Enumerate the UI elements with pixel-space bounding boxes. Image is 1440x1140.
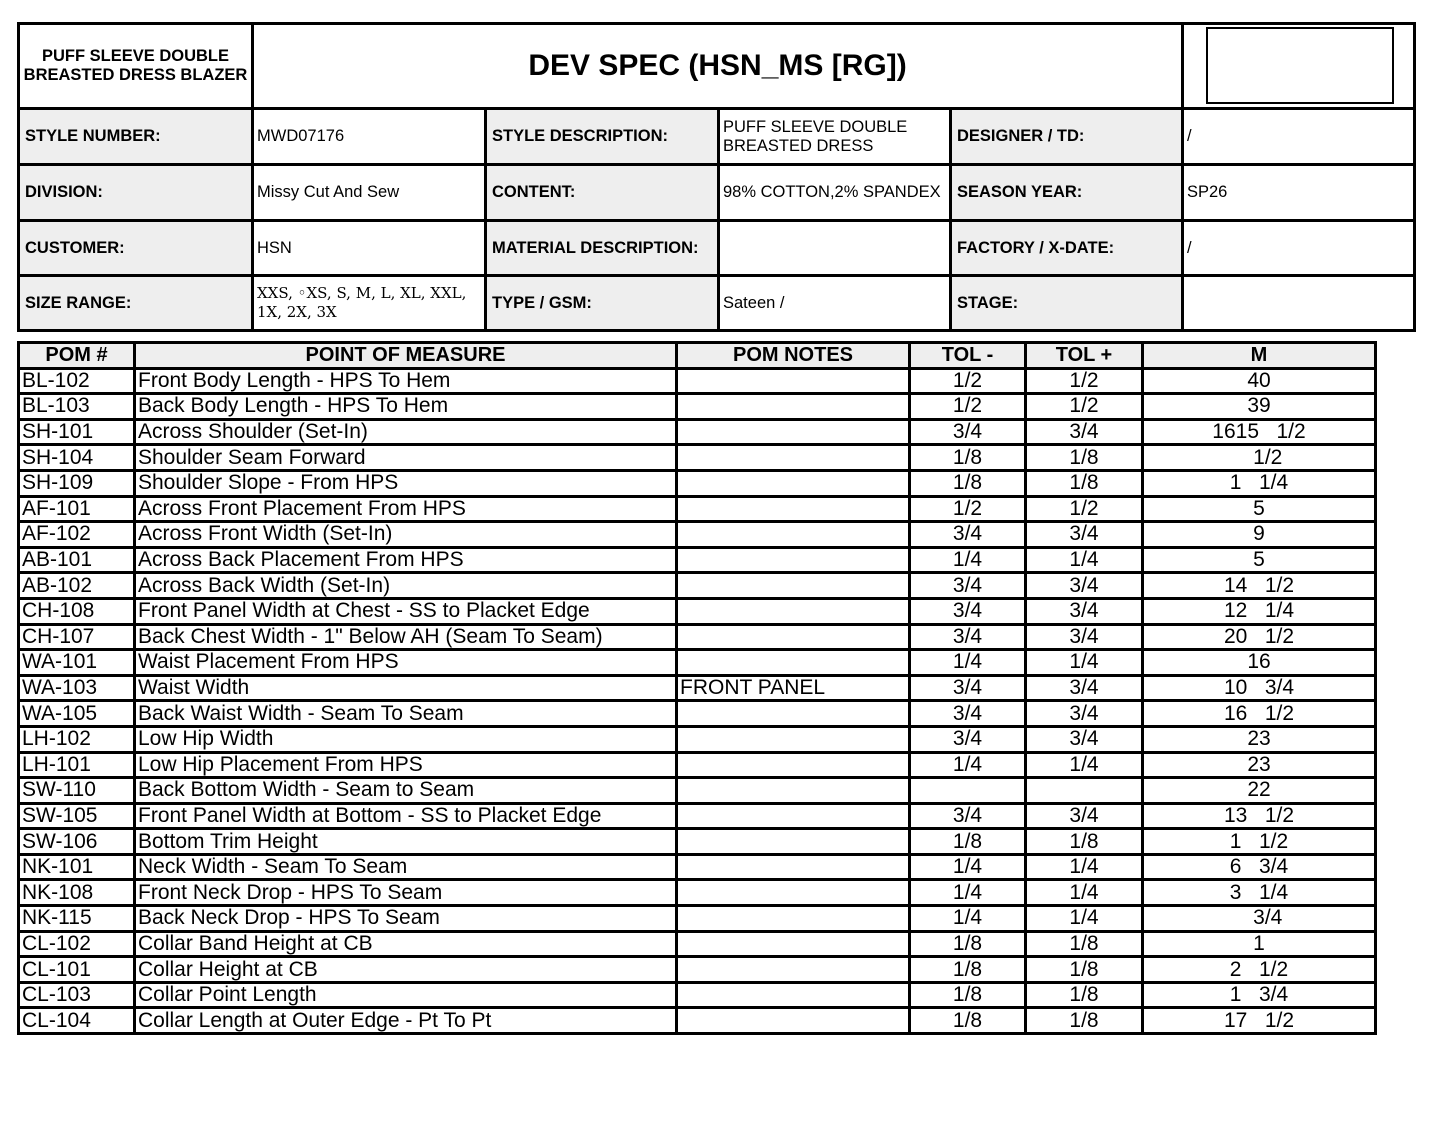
tol-plus: 3/4 (1026, 522, 1143, 548)
tol-plus: 1/4 (1026, 880, 1143, 906)
measurement-m: 9 (1143, 522, 1376, 548)
stage-value (1184, 277, 1413, 329)
pom-table (17, 341, 1377, 1035)
tol-minus: 1/4 (910, 752, 1026, 778)
measurement-m: 40 (1143, 368, 1376, 394)
table-row (19, 624, 1376, 650)
col-header-pom-number: POM # (19, 343, 135, 369)
pom-notes (677, 419, 910, 445)
table-row (19, 394, 1376, 420)
measurement-m: 6 3/4 (1143, 854, 1376, 880)
pom-description: Low Hip Width (135, 726, 677, 752)
pom-code: CL-103 (19, 982, 135, 1008)
garment-name: PUFF SLEEVE DOUBLE BREASTED DRESS BLAZER (20, 25, 254, 110)
style-description-value: PUFF SLEEVE DOUBLE BREASTED DRESS (720, 110, 952, 166)
tol-plus: 1/4 (1026, 650, 1143, 676)
tol-plus: 1/2 (1026, 368, 1143, 394)
pom-notes (677, 778, 910, 804)
col-header-tol-minus: TOL - (910, 343, 1026, 369)
measurement-m: 12 1/4 (1143, 598, 1376, 624)
table-row (19, 906, 1376, 932)
measurement-m: 16 (1143, 650, 1376, 676)
pom-code: CL-102 (19, 931, 135, 957)
table-row (19, 1008, 1376, 1034)
tol-minus: 1/8 (910, 982, 1026, 1008)
tol-minus: 3/4 (910, 726, 1026, 752)
col-header-tol-plus: TOL + (1026, 343, 1143, 369)
pom-description: Across Back Width (Set-In) (135, 573, 677, 599)
pom-notes (677, 394, 910, 420)
pom-code: SW-106 (19, 829, 135, 855)
measurement-m: 23 (1143, 752, 1376, 778)
tol-minus: 1/8 (910, 445, 1026, 471)
pom-code: SW-105 (19, 803, 135, 829)
factory-xdate-label: FACTORY / X-DATE: (952, 222, 1184, 277)
table-row (19, 803, 1376, 829)
pom-notes (677, 931, 910, 957)
table-row (19, 368, 1376, 394)
measurement-m: 5 (1143, 547, 1376, 573)
col-header-m: M (1143, 343, 1376, 369)
pom-description: Across Shoulder (Set-In) (135, 419, 677, 445)
table-row (19, 829, 1376, 855)
tol-plus: 1/8 (1026, 829, 1143, 855)
pom-description: Front Panel Width at Bottom - SS to Placket Edge (135, 803, 677, 829)
tol-plus: 1/8 (1026, 982, 1143, 1008)
pom-description: Low Hip Placement From HPS (135, 752, 677, 778)
pom-description: Collar Band Height at CB (135, 931, 677, 957)
season-year-label: SEASON YEAR: (952, 166, 1184, 222)
pom-code: CH-108 (19, 598, 135, 624)
measurement-m: 1 3/4 (1143, 982, 1376, 1008)
pom-table-body (19, 368, 1376, 1033)
tol-minus: 3/4 (910, 803, 1026, 829)
pom-notes: FRONT PANEL (677, 675, 910, 701)
pom-description: Shoulder Slope - From HPS (135, 470, 677, 496)
measurement-m: 20 1/2 (1143, 624, 1376, 650)
tol-minus: 1/4 (910, 880, 1026, 906)
tol-minus: 1/2 (910, 368, 1026, 394)
style-number-value: MWD07176 (254, 110, 487, 166)
pom-description: Across Front Width (Set-In) (135, 522, 677, 548)
tol-minus: 1/4 (910, 547, 1026, 573)
measurement-m: 3/4 (1143, 906, 1376, 932)
pom-notes (677, 880, 910, 906)
tol-plus (1026, 778, 1143, 804)
size-range-value: XXS, ◦XS, S, M, L, XL, XXL, 1X, 2X, 3X (254, 277, 487, 329)
tol-minus: 3/4 (910, 598, 1026, 624)
pom-code: LH-102 (19, 726, 135, 752)
pom-notes (677, 701, 910, 727)
pom-description: Collar Length at Outer Edge - Pt To Pt (135, 1008, 677, 1034)
tol-plus: 3/4 (1026, 675, 1143, 701)
pom-code: WA-101 (19, 650, 135, 676)
tol-minus: 1/8 (910, 1008, 1026, 1034)
pom-code: CL-101 (19, 957, 135, 983)
table-row (19, 573, 1376, 599)
tol-plus: 1/2 (1026, 496, 1143, 522)
sheet-title: DEV SPEC (HSN_MS [RG]) (254, 25, 1184, 110)
table-row (19, 957, 1376, 983)
tol-plus: 1/8 (1026, 1008, 1143, 1034)
col-header-point-of-measure: POINT OF MEASURE (135, 343, 677, 369)
pom-notes (677, 726, 910, 752)
pom-code: BL-103 (19, 394, 135, 420)
material-description-value (720, 222, 952, 277)
pom-description: Back Chest Width - 1" Below AH (Seam To Seam) (135, 624, 677, 650)
factory-xdate-value: / (1184, 222, 1413, 277)
pom-code: AF-101 (19, 496, 135, 522)
measurement-m: 1 (1143, 931, 1376, 957)
pom-notes (677, 752, 910, 778)
season-year-value: SP26 (1184, 166, 1413, 222)
pom-code: AF-102 (19, 522, 135, 548)
col-header-pom-notes: POM NOTES (677, 343, 910, 369)
pom-notes (677, 829, 910, 855)
tol-plus: 1/8 (1026, 957, 1143, 983)
tol-minus: 3/4 (910, 701, 1026, 727)
measurement-m: 16 1/2 (1143, 701, 1376, 727)
size-range-label: SIZE RANGE: (20, 277, 254, 329)
tol-plus: 3/4 (1026, 726, 1143, 752)
pom-description: Back Bottom Width - Seam to Seam (135, 778, 677, 804)
pom-code: SH-104 (19, 445, 135, 471)
customer-label: CUSTOMER: (20, 222, 254, 277)
tol-plus: 3/4 (1026, 419, 1143, 445)
tol-minus: 3/4 (910, 419, 1026, 445)
measurement-m: 22 (1143, 778, 1376, 804)
table-row (19, 931, 1376, 957)
pom-code: NK-115 (19, 906, 135, 932)
pom-code: NK-101 (19, 854, 135, 880)
table-row (19, 547, 1376, 573)
pom-code: LH-101 (19, 752, 135, 778)
pom-description: Neck Width - Seam To Seam (135, 854, 677, 880)
pom-code: BL-102 (19, 368, 135, 394)
pom-description: Back Waist Width - Seam To Seam (135, 701, 677, 727)
table-row (19, 496, 1376, 522)
content-label: CONTENT: (487, 166, 720, 222)
pom-notes (677, 445, 910, 471)
pom-notes (677, 368, 910, 394)
tol-minus: 1/8 (910, 470, 1026, 496)
tol-minus: 1/2 (910, 496, 1026, 522)
pom-description: Front Panel Width at Chest - SS to Placket Edge (135, 598, 677, 624)
tol-plus: 3/4 (1026, 803, 1143, 829)
pom-notes (677, 522, 910, 548)
tol-minus (910, 778, 1026, 804)
tol-minus: 1/8 (910, 829, 1026, 855)
tol-minus: 1/2 (910, 394, 1026, 420)
spec-header (17, 22, 1416, 332)
pom-code: SW-110 (19, 778, 135, 804)
tol-minus: 1/8 (910, 957, 1026, 983)
pom-notes (677, 854, 910, 880)
table-row (19, 982, 1376, 1008)
table-row (19, 778, 1376, 804)
pom-code: WA-105 (19, 701, 135, 727)
stage-label: STAGE: (952, 277, 1184, 329)
pom-notes (677, 624, 910, 650)
pom-description: Shoulder Seam Forward (135, 445, 677, 471)
table-row (19, 854, 1376, 880)
pom-description: Collar Point Length (135, 982, 677, 1008)
measurement-m: 3 1/4 (1143, 880, 1376, 906)
pom-code: SH-101 (19, 419, 135, 445)
pom-notes (677, 803, 910, 829)
pom-code: AB-101 (19, 547, 135, 573)
pom-description: Bottom Trim Height (135, 829, 677, 855)
measurement-m: 1/2 (1143, 445, 1376, 471)
tol-plus: 1/8 (1026, 470, 1143, 496)
pom-notes (677, 470, 910, 496)
measurement-m: 1615 1/2 (1143, 419, 1376, 445)
measurement-m: 1 1/4 (1143, 470, 1376, 496)
type-gsm-label: TYPE / GSM: (487, 277, 720, 329)
tol-plus: 3/4 (1026, 624, 1143, 650)
pom-notes (677, 957, 910, 983)
pom-description: Front Neck Drop - HPS To Seam (135, 880, 677, 906)
measurement-m: 5 (1143, 496, 1376, 522)
pom-description: Waist Placement From HPS (135, 650, 677, 676)
pom-code: NK-108 (19, 880, 135, 906)
tol-minus: 3/4 (910, 522, 1026, 548)
tol-plus: 1/8 (1026, 445, 1143, 471)
tol-minus: 3/4 (910, 624, 1026, 650)
type-gsm-value: Sateen / (720, 277, 952, 329)
tol-plus: 3/4 (1026, 701, 1143, 727)
tol-plus: 1/4 (1026, 854, 1143, 880)
pom-notes (677, 598, 910, 624)
material-description-label: MATERIAL DESCRIPTION: (487, 222, 720, 277)
tol-minus: 1/4 (910, 650, 1026, 676)
style-description-label: STYLE DESCRIPTION: (487, 110, 720, 166)
tol-plus: 1/8 (1026, 931, 1143, 957)
designer-td-label: DESIGNER / TD: (952, 110, 1184, 166)
table-row (19, 675, 1376, 701)
pom-description: Waist Width (135, 675, 677, 701)
table-header-row (19, 343, 1376, 369)
logo-cell (1184, 25, 1413, 110)
measurement-m: 2 1/2 (1143, 957, 1376, 983)
pom-notes (677, 982, 910, 1008)
tol-plus: 1/2 (1026, 394, 1143, 420)
measurement-m: 13 1/2 (1143, 803, 1376, 829)
table-row (19, 470, 1376, 496)
pom-notes (677, 496, 910, 522)
pom-code: CH-107 (19, 624, 135, 650)
pom-description: Front Body Length - HPS To Hem (135, 368, 677, 394)
pom-notes (677, 650, 910, 676)
customer-value: HSN (254, 222, 487, 277)
tol-plus: 1/4 (1026, 547, 1143, 573)
table-row (19, 726, 1376, 752)
pom-description: Across Back Placement From HPS (135, 547, 677, 573)
tol-minus: 3/4 (910, 573, 1026, 599)
table-row (19, 419, 1376, 445)
table-row (19, 522, 1376, 548)
pom-description: Collar Height at CB (135, 957, 677, 983)
pom-code: CL-104 (19, 1008, 135, 1034)
tol-plus: 3/4 (1026, 573, 1143, 599)
table-row (19, 650, 1376, 676)
logo-placeholder (1206, 27, 1394, 104)
pom-code: SH-109 (19, 470, 135, 496)
tol-minus: 1/4 (910, 854, 1026, 880)
measurement-m: 10 3/4 (1143, 675, 1376, 701)
pom-code: AB-102 (19, 573, 135, 599)
tol-plus: 3/4 (1026, 598, 1143, 624)
division-label: DIVISION: (20, 166, 254, 222)
tol-minus: 3/4 (910, 675, 1026, 701)
tol-minus: 1/4 (910, 906, 1026, 932)
tol-plus: 1/4 (1026, 906, 1143, 932)
table-row (19, 445, 1376, 471)
measurement-m: 14 1/2 (1143, 573, 1376, 599)
pom-notes (677, 547, 910, 573)
pom-code: WA-103 (19, 675, 135, 701)
table-row (19, 880, 1376, 906)
tol-plus: 1/4 (1026, 752, 1143, 778)
measurement-m: 39 (1143, 394, 1376, 420)
division-value: Missy Cut And Sew (254, 166, 487, 222)
tol-minus: 1/8 (910, 931, 1026, 957)
pom-notes (677, 1008, 910, 1034)
table-row (19, 598, 1376, 624)
content-value: 98% COTTON,2% SPANDEX (720, 166, 952, 222)
pom-description: Back Body Length - HPS To Hem (135, 394, 677, 420)
measurement-m: 17 1/2 (1143, 1008, 1376, 1034)
style-number-label: STYLE NUMBER: (20, 110, 254, 166)
measurement-m: 23 (1143, 726, 1376, 752)
table-row (19, 701, 1376, 727)
measurement-m: 1 1/2 (1143, 829, 1376, 855)
pom-notes (677, 573, 910, 599)
pom-description: Back Neck Drop - HPS To Seam (135, 906, 677, 932)
pom-notes (677, 906, 910, 932)
pom-description: Across Front Placement From HPS (135, 496, 677, 522)
table-row (19, 752, 1376, 778)
designer-td-value: / (1184, 110, 1413, 166)
